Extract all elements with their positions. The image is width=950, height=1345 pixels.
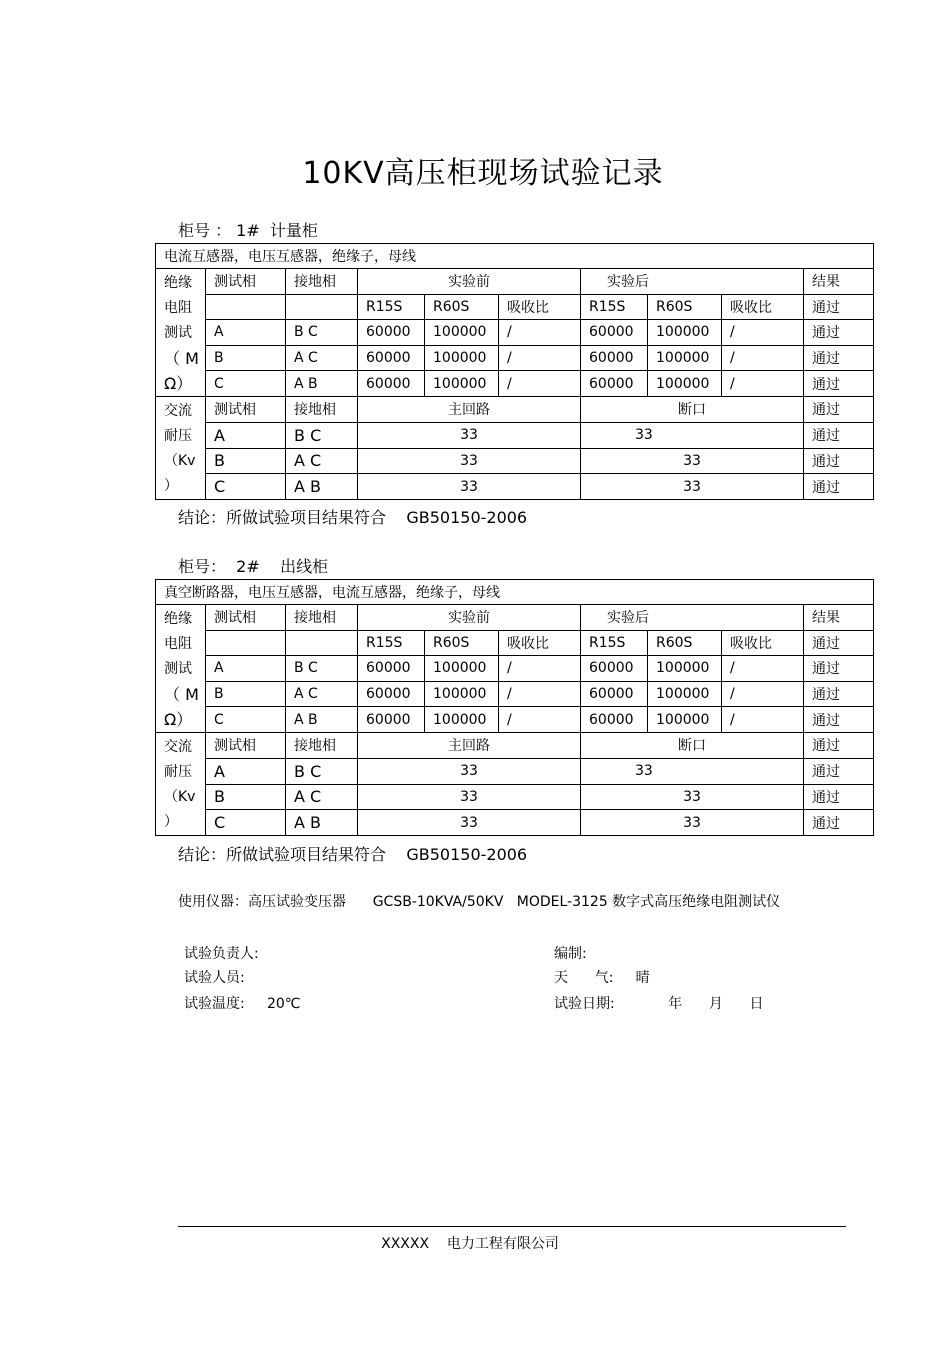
ac-withstand-label: 交流 耐压 （Kv ） bbox=[156, 397, 206, 500]
table-row: A B C 33 33 通过 bbox=[156, 758, 874, 784]
test-temperature: 试验温度: 20℃ bbox=[184, 996, 301, 1012]
cabinet-label: 柜号 ： 1# 计量柜 bbox=[178, 221, 318, 240]
header-test-phase: 测试相 bbox=[206, 269, 286, 295]
page-title: 10KV高压柜现场试验记录 bbox=[302, 156, 664, 191]
test-leader: 试验负责人: bbox=[184, 946, 259, 962]
sub-r15s: R15S bbox=[358, 630, 425, 656]
header-ground-phase: 接地相 bbox=[286, 733, 358, 759]
cabinet-label: 柜号： 2# 出线柜 bbox=[178, 557, 329, 576]
sub-r15s: R15S bbox=[581, 294, 648, 320]
header-ground-phase: 接地相 bbox=[286, 605, 358, 631]
insulation-resistance-label: 绝缘 电阻 测试 （ M Ω） bbox=[156, 605, 206, 733]
table-row: B A C 60000 100000 / 60000 100000 / 通过 bbox=[156, 681, 874, 707]
instruments-used: 使用仪器：高压试验变压器 GCSB-10KVA/50KV MODEL-3125 数字式高压绝缘电阻测试仪 bbox=[178, 894, 781, 910]
header-result: 结果 bbox=[804, 269, 874, 295]
header-main-circuit: 主回路 bbox=[358, 397, 581, 423]
table-row: A B C 33 33 通过 bbox=[156, 422, 874, 448]
footer-company: XXXXX 电力工程有限公司 bbox=[381, 1236, 559, 1252]
equipment-list: 电流互感器，电压互感器，绝缘子，母线 bbox=[156, 244, 874, 269]
sub-absorption-ratio: 吸收比 bbox=[722, 630, 804, 656]
test-record-table bbox=[155, 243, 874, 500]
insulation-resistance-label: 绝缘 电阻 测试 （ M Ω） bbox=[156, 269, 206, 397]
table-row: C A B 33 33 通过 bbox=[156, 474, 874, 500]
sub-absorption-ratio: 吸收比 bbox=[499, 294, 581, 320]
header-test-phase: 测试相 bbox=[206, 605, 286, 631]
header-before-test: 实验前 bbox=[358, 269, 581, 295]
header-after-test: 实验后 bbox=[581, 269, 804, 295]
header-break: 断口 bbox=[581, 733, 804, 759]
table-row: C A B 60000 100000 / 60000 100000 / 通过 bbox=[156, 371, 874, 397]
sub-r60s: R60S bbox=[648, 630, 722, 656]
table-row: B A C 33 33 通过 bbox=[156, 448, 874, 474]
header-result: 通过 bbox=[804, 397, 874, 423]
editor: 编制: bbox=[554, 946, 587, 962]
test-record-table bbox=[155, 579, 874, 836]
weather: 天 气: 晴 bbox=[554, 970, 650, 986]
sub-r60s: R60S bbox=[425, 630, 499, 656]
table-row: C A B 60000 100000 / 60000 100000 / 通过 bbox=[156, 707, 874, 733]
header-break: 断口 bbox=[581, 397, 804, 423]
header-result: 结果 bbox=[804, 605, 874, 631]
header-after-test: 实验后 bbox=[581, 605, 804, 631]
header-test-phase: 测试相 bbox=[206, 733, 286, 759]
sub-r15s: R15S bbox=[358, 294, 425, 320]
conclusion: 结论：所做试验项目结果符合 GB50150-2006 bbox=[178, 508, 528, 527]
test-date: 试验日期: 年 月 日 bbox=[554, 996, 764, 1012]
table-row: C A B 33 33 通过 bbox=[156, 810, 874, 836]
sub-result: 通过 bbox=[804, 294, 874, 320]
sub-r15s: R15S bbox=[581, 630, 648, 656]
table-row: B A C 33 33 通过 bbox=[156, 784, 874, 810]
header-test-phase: 测试相 bbox=[206, 397, 286, 423]
header-ground-phase: 接地相 bbox=[286, 269, 358, 295]
equipment-list: 真空断路器，电压互感器，电流互感器，绝缘子，母线 bbox=[156, 580, 874, 605]
header-before-test: 实验前 bbox=[358, 605, 581, 631]
sub-result: 通过 bbox=[804, 630, 874, 656]
test-staff: 试验人员: bbox=[184, 970, 245, 986]
sub-absorption-ratio: 吸收比 bbox=[722, 294, 804, 320]
header-main-circuit: 主回路 bbox=[358, 733, 581, 759]
footer-divider bbox=[178, 1226, 846, 1227]
conclusion: 结论：所做试验项目结果符合 GB50150-2006 bbox=[178, 845, 528, 864]
header-ground-phase: 接地相 bbox=[286, 397, 358, 423]
header-result: 通过 bbox=[804, 733, 874, 759]
sub-r60s: R60S bbox=[425, 294, 499, 320]
sub-absorption-ratio: 吸收比 bbox=[499, 630, 581, 656]
table-row: A B C 60000 100000 / 60000 100000 / 通过 bbox=[156, 656, 874, 682]
table-row: A B C 60000 100000 / 60000 100000 / 通过 bbox=[156, 320, 874, 346]
sub-r60s: R60S bbox=[648, 294, 722, 320]
table-row: B A C 60000 100000 / 60000 100000 / 通过 bbox=[156, 345, 874, 371]
ac-withstand-label: 交流 耐压 （Kv ） bbox=[156, 733, 206, 836]
